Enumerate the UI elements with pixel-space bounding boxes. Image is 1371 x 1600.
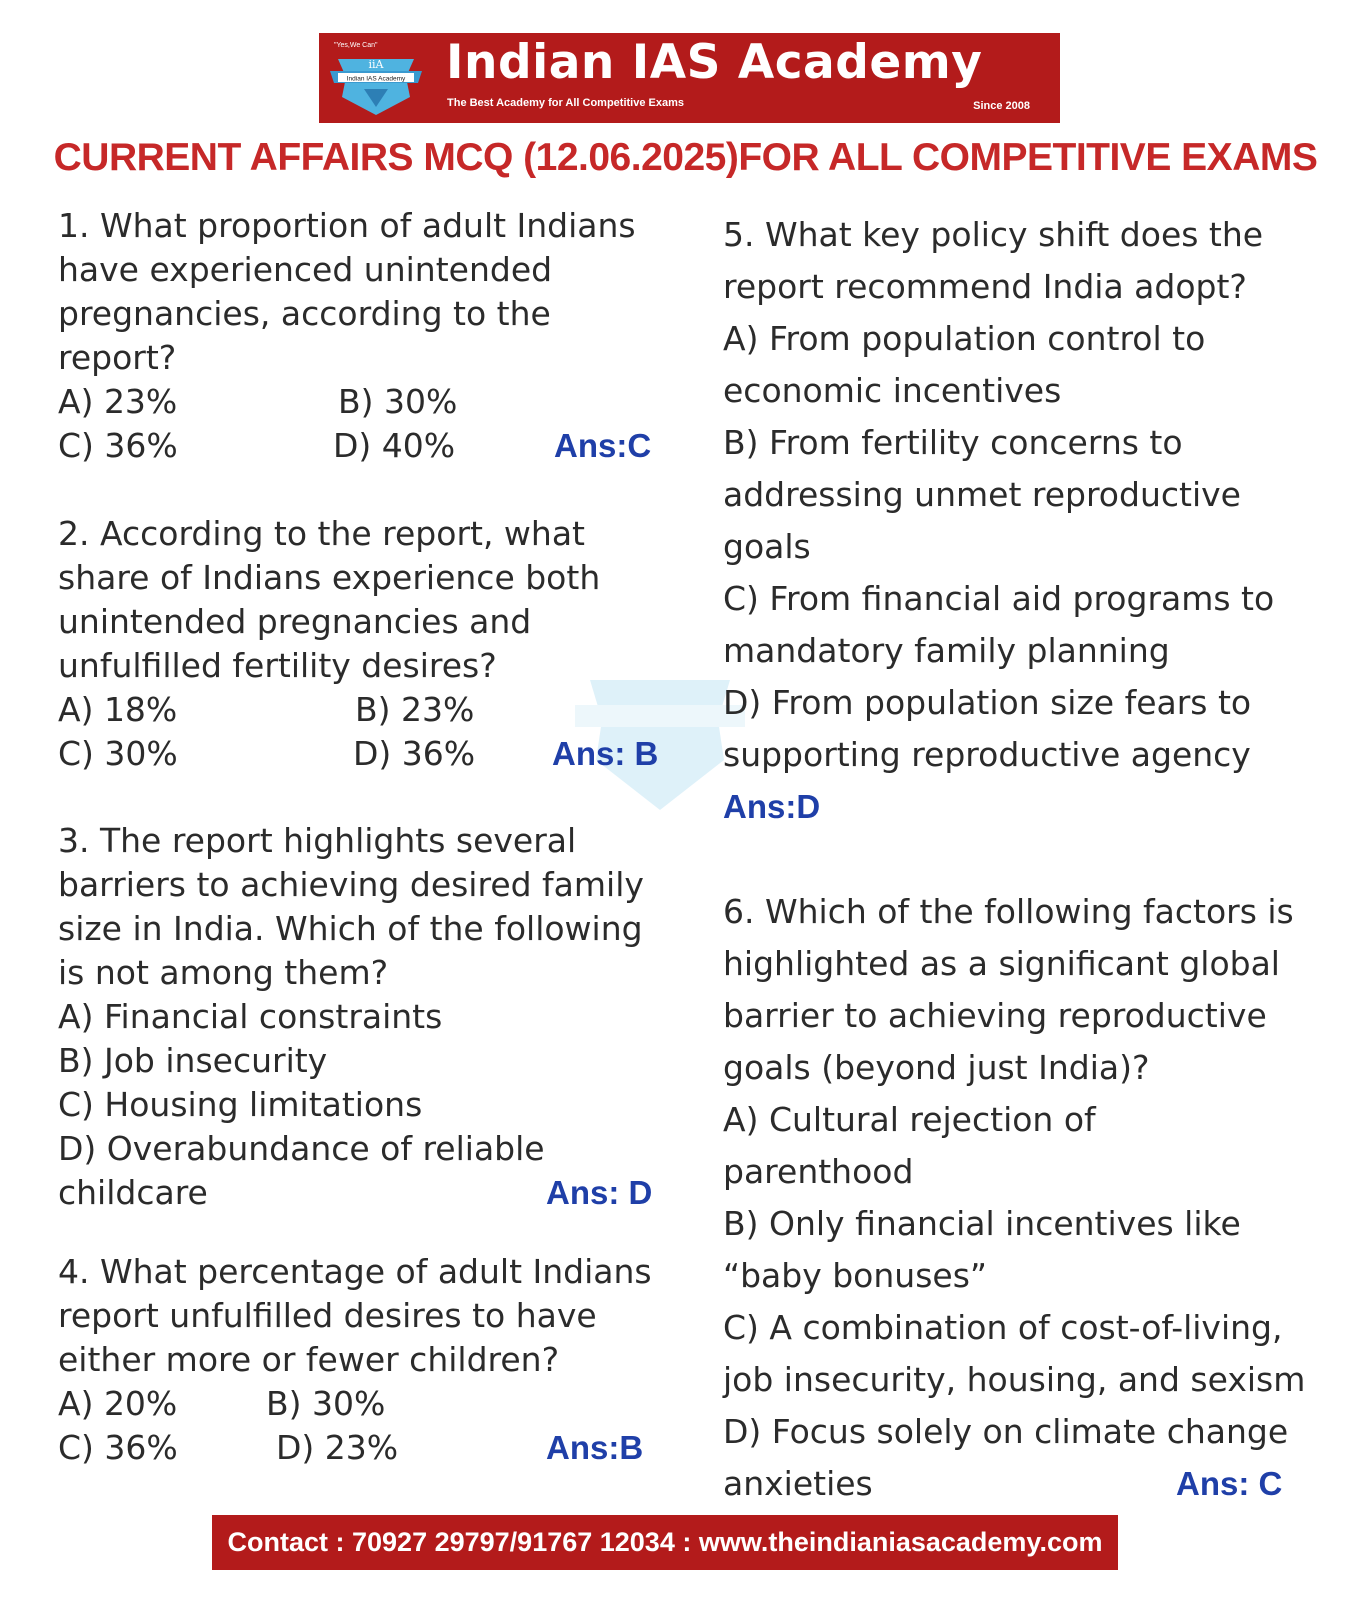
option-c: C) From financial aid programs to [723,579,1275,618]
since-year: Since 2008 [973,100,1030,112]
option-b: B) 23% [355,690,475,729]
option-d-continued: supporting reproductive agency [723,735,1251,774]
option-c-continued: job insecurity, housing, and sexism [723,1360,1306,1399]
question-text: 6. Which of the following factors is [723,892,1294,931]
question-text: 5. What key policy shift does the [723,215,1264,254]
question-text: report recommend India adopt? [723,267,1247,306]
question-text: report unfulfilled desires to have [58,1296,597,1335]
answer-label: Ans:D [723,788,821,825]
question-5 [723,209,1343,833]
question-text: 2. According to the report, what [58,514,586,553]
answer-label: Ans: C [1176,1465,1283,1502]
question-1 [58,204,668,468]
option-d-continued: childcare [58,1173,208,1212]
question-text: barriers to achieving desired family [58,865,644,904]
option-b: B) 30% [266,1384,386,1423]
option-c-continued: mandatory family planning [723,631,1170,670]
option-b: B) Job insecurity [58,1041,328,1080]
option-a: A) From population control to [723,319,1206,358]
option-d: D) 23% [276,1428,399,1467]
option-b-continued: goals [723,527,811,566]
question-text: 3. The report highlights several [58,821,577,860]
option-a: A) 20% [58,1384,178,1423]
question-text: goals (beyond just India)? [723,1048,1150,1087]
question-4 [58,1250,678,1470]
brand-name: Indian IAS Academy [446,35,983,90]
question-text: size in India. Which of the following [58,909,643,948]
question-text: report? [58,338,177,377]
question-text: pregnancies, according to the [58,294,551,333]
question-text: unfulfilled fertility desires? [58,646,497,685]
question-3 [58,819,668,1215]
tagline: The Best Academy for All Competitive Exams [447,97,684,109]
answer-label: Ans:C [554,427,652,464]
logo-name: Indian IAS Academy [346,75,406,83]
answer-label: Ans: B [552,735,659,772]
option-b-continued: addressing unmet reproductive [723,475,1241,514]
option-d-continued: anxieties [723,1464,873,1503]
question-text: 4. What percentage of adult Indians [58,1252,652,1291]
contact-footer: Contact : 70927 29797/91767 12034 : www.theindianiasacademy.com [212,1515,1118,1570]
option-b: B) From fertility concerns to [723,423,1183,462]
option-a: A) Cultural rejection of [723,1100,1096,1139]
option-c: C) 30% [58,734,178,773]
question-text: share of Indians experience both [58,558,601,597]
option-a: A) 18% [58,690,178,729]
option-c: C) 36% [58,426,178,465]
option-b: B) Only financial incentives like [723,1204,1241,1243]
question-text: have experienced unintended [58,250,553,289]
option-d: D) Overabundance of reliable [58,1129,545,1168]
question-text: 1. What proportion of adult Indians [58,206,636,245]
option-d: D) Focus solely on climate change [723,1412,1289,1451]
option-d: D) 40% [333,426,456,465]
answer-label: Ans:B [546,1429,644,1466]
question-2 [58,512,668,776]
question-text: unintended pregnancies and [58,602,532,641]
header-banner [319,33,1060,123]
option-a: A) 23% [58,382,178,421]
academy-logo [324,37,428,121]
option-b-continued: “baby bonuses” [723,1256,987,1295]
option-c: C) 36% [58,1428,178,1467]
option-d: D) From population size fears to [723,683,1252,722]
option-c: C) Housing limitations [58,1085,423,1124]
page-title: CURRENT AFFAIRS MCQ (12.06.2025)FOR ALL COMPETITIVE EXAMS [53,136,1318,179]
answer-label: Ans: D [546,1174,653,1211]
option-b: B) 30% [338,382,458,421]
question-6 [723,886,1363,1510]
logo-monogram: iiA [368,58,384,71]
question-text: barrier to achieving reproductive [723,996,1267,1035]
question-text: highlighted as a significant global [723,944,1280,983]
question-text: is not among them? [58,953,389,992]
option-d: D) 36% [353,734,476,773]
option-c: C) A combination of cost-of-living, [723,1308,1283,1347]
option-a: A) Financial constraints [58,997,443,1036]
question-text: either more or fewer children? [58,1340,560,1379]
logo-motto: "Yes,We Can" [334,42,378,49]
option-a-continued: economic incentives [723,371,1062,410]
option-a-continued: parenthood [723,1152,914,1191]
